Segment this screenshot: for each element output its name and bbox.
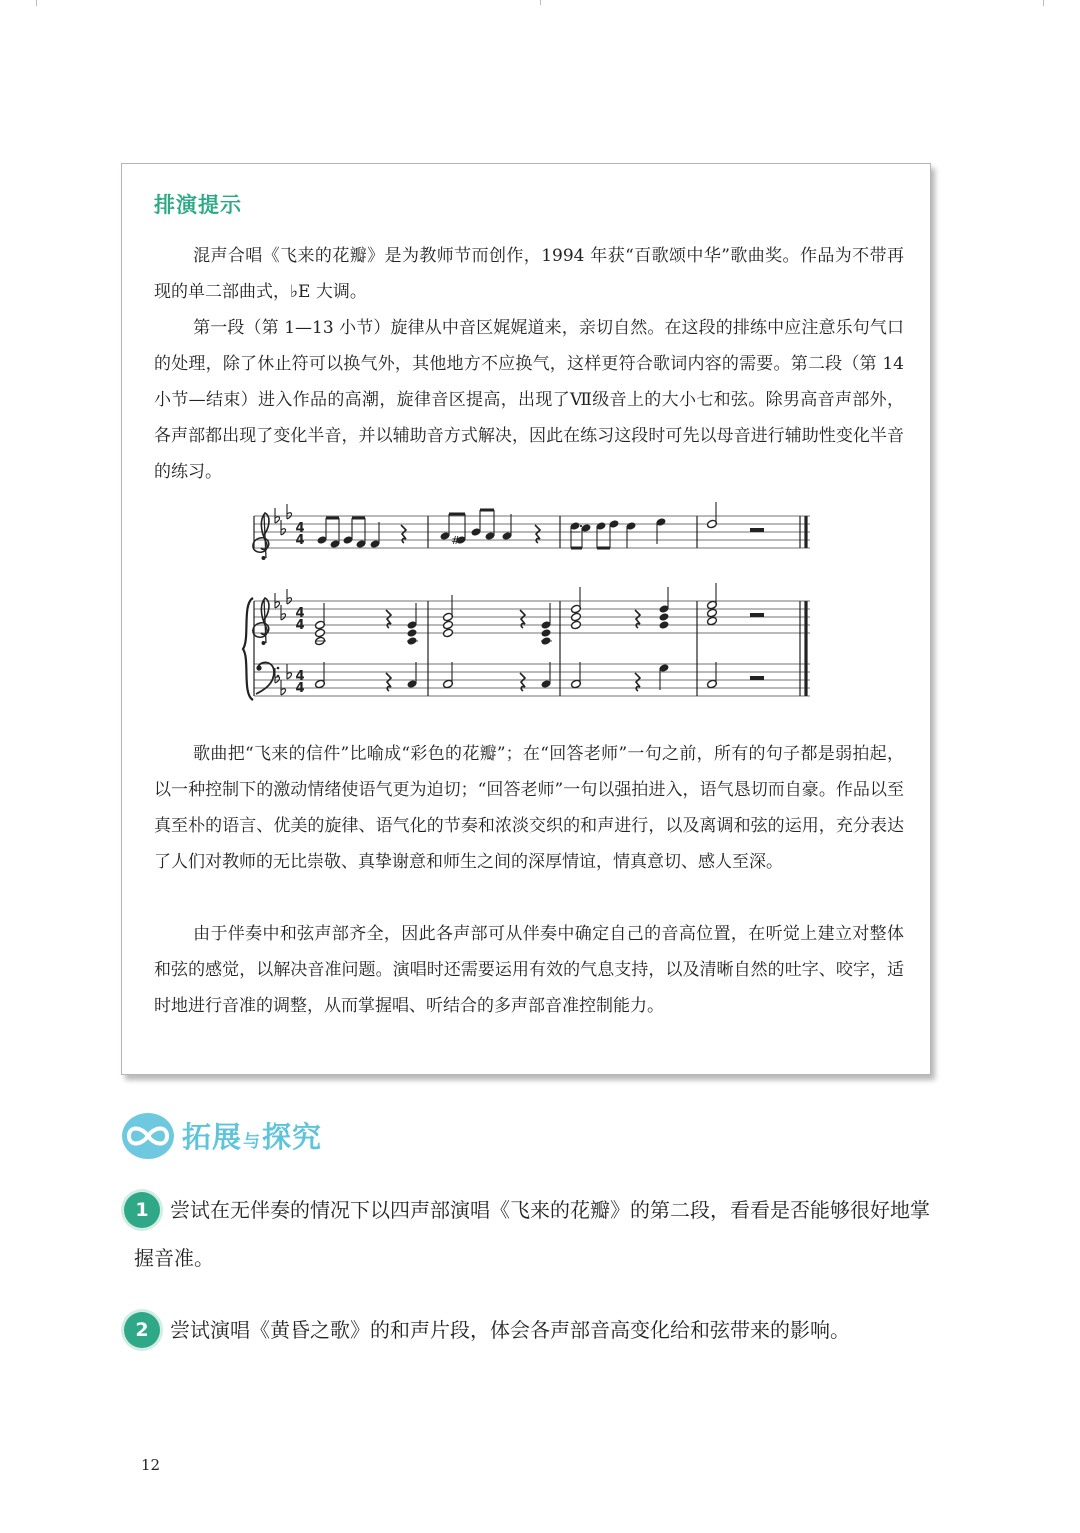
treble-measure-4 xyxy=(706,583,764,626)
grand-staff-brace xyxy=(243,598,253,700)
treble-measure-3 xyxy=(570,587,669,630)
treble-measure-1 xyxy=(314,603,418,646)
treble-staff xyxy=(254,601,810,633)
practice-tips-paragraph: 第一段（第 1—13 小节）旋律从中音区娓娓道来，亲切自然。在这段的排练中应注意乐句气口的处理，除了休止符可以换气外，其他地方不应换气，这样更符合歌词内容的需要。第二段（第 14 小节—结束）进入作品的高潮，旋律音区提高，出现了Ⅶ级音上的大小七和弦。除男高音声部外，各声部都出现了变化半音，并以辅助音方式解决，因此在练习这段时可先以母音进行辅助性变化半音的练习。 xyxy=(154,318,904,482)
treble-measure-2 xyxy=(442,595,552,646)
page-number: 12 xyxy=(141,1456,161,1474)
extension-title-a: 拓展 xyxy=(182,1120,243,1154)
practice-tips-paragraph: 由于伴奏中和弦声部齐全，因此各声部可从伴奏中确定自己的音高位置，在听觉上建立对整体和弦的感觉，以解决音准问题。演唱时还需要运用有效的气息支持，以及清晰自然的吐字、咬字，适时地进行音准的调整，从而掌握唱、听结合的多声部音准控制能力。 xyxy=(154,924,904,1016)
melody-measure-2 xyxy=(439,510,540,547)
bass-measure-3 xyxy=(570,662,669,691)
bass-staff xyxy=(254,664,810,696)
music-score: 4 4 # xyxy=(240,504,815,704)
crop-mark xyxy=(36,0,37,6)
task-number-badge: 2 xyxy=(124,1312,160,1348)
practice-tips-title: 排演提示 xyxy=(154,193,242,217)
bass-measure-2 xyxy=(442,662,551,691)
practice-tips-paragraph: 歌曲把“飞来的信件”比喻成“彩色的花瓣”；在“回答老师”一句之前，所有的句子都是弱拍起，以一种控制下的激动情绪使语气更为迫切；“回答老师”一句以强拍进入，语气恳切而自豪。作品以至真至朴的语言、优美的旋律、语气化的节奏和浓淡交织的和声进行，以及离调和弦的运用，充分表达了人们对教师的无比崇敬、真挚谢意和师生之间的深厚情谊，情真意切、感人至深。 xyxy=(154,744,904,872)
svg-text:#: # xyxy=(451,534,461,547)
crop-mark xyxy=(1043,0,1044,6)
melody-measure-3 xyxy=(569,517,666,548)
infinity-section-icon xyxy=(121,1112,175,1160)
extension-title-small: 与 xyxy=(243,1132,262,1152)
task-number-badge: 1 xyxy=(124,1192,160,1228)
melody-measure-1 xyxy=(316,518,406,549)
crop-mark xyxy=(540,0,541,5)
task-text: 尝试演唱《黄昏之歌》的和声片段，体会各声部音高变化给和弦带来的影响。 xyxy=(170,1318,850,1342)
practice-tips-paragraph: 混声合唱《飞来的花瓣》是为教师节而创作，1994 年获“百歌颂中华”歌曲奖。作品为不带再现的单二部曲式，♭E 大调。 xyxy=(154,246,904,302)
task-text: 尝试在无伴奏的情况下以四声部演唱《飞来的花瓣》的第二段，看看是否能够很好地掌握音准。 xyxy=(134,1198,930,1270)
practice-tips-box xyxy=(121,163,931,1075)
bass-measure-1 xyxy=(314,662,417,691)
extension-title-b: 探究 xyxy=(262,1120,323,1154)
bass-measure-4 xyxy=(706,662,764,689)
melody-measure-4 xyxy=(706,502,764,532)
extension-section-title xyxy=(182,1115,322,1156)
